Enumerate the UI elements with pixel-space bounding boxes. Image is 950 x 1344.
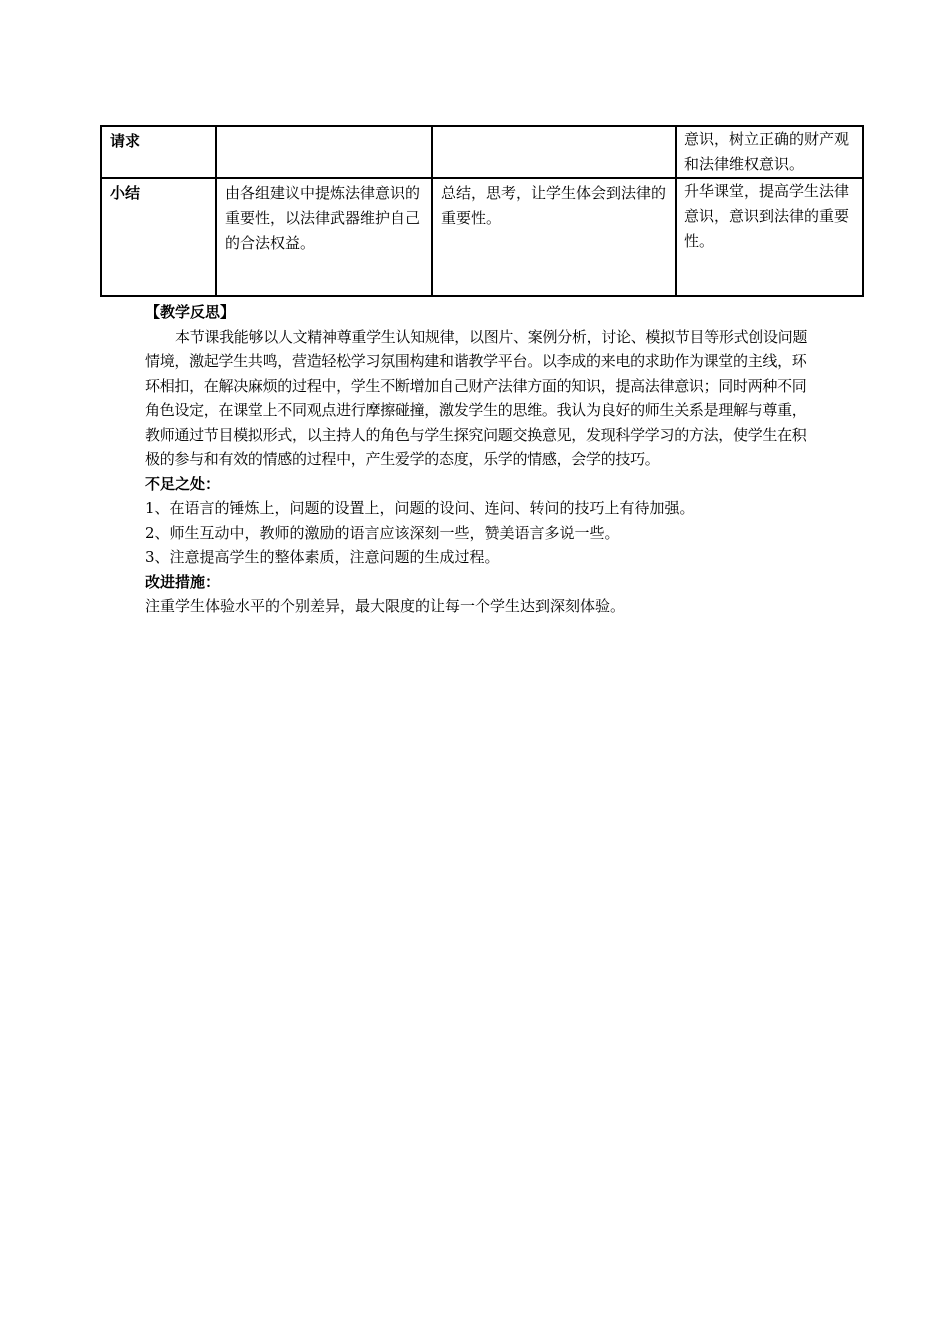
lesson-plan-table (100, 125, 864, 297)
table-row (101, 178, 863, 296)
teacher-activity-cell: 由各组建议中提炼法律意识的重要性，以法律武器维护自己的合法权益。 (216, 178, 432, 296)
reflection-body: 本节课我能够以人文精神尊重学生认知规律，以图片、案例分析，讨论、模拟节目等形式创设问题情境，激起学生共鸣，营造轻松学习氛围构建和谐教学平台。以李成的来电的求助作为课堂的主线，环环相扣，在解决麻烦的过程中，学生不断增加自己财产法律方面的知识，提高法律意识；同时两种不同角色设定，在课堂上不同观点进行摩擦碰撞，激发学生的思维。我认为良好的师生关系是理解与尊重，教师通过节目模拟形式，以主持人的角色与学生探究问题交换意见，发现科学学习的方法，使学生在积极的参与和有效的情感的过程中，产生爱学的态度，乐学的情感，会学的技巧。 (145, 327, 808, 468)
teacher-activity-cell (216, 126, 432, 178)
shortcoming-item: 2、师生互动中，教师的激励的语言应该深刻一些，赞美语言多说一些。 (145, 523, 620, 542)
row-label: 请求 (101, 126, 216, 178)
reflection-title: 【教学反思】 (145, 303, 236, 321)
row-label: 小结 (101, 178, 216, 296)
student-activity-cell: 总结，思考，让学生体会到法律的重要性。 (432, 178, 676, 296)
shortcoming-item: 3、注意提高学生的整体素质，注意问题的生成过程。 (145, 548, 500, 566)
improvements-text: 注重学生体验水平的个别差异，最大限度的让每一个学生达到深刻体验。 (145, 597, 626, 615)
reflection-section (145, 300, 815, 619)
design-intent-cell: 意识，树立正确的财产观和法律维权意识。 (676, 126, 863, 178)
shortcoming-item: 1、在语言的锤炼上，问题的设置上，问题的设问、连问、转问的技巧上有待加强。 (145, 499, 695, 517)
shortcomings-title: 不足之处： (145, 474, 221, 493)
improvements-title: 改进措施： (145, 572, 221, 591)
table-row (101, 126, 863, 178)
student-activity-cell (432, 126, 676, 178)
design-intent-cell: 升华课堂，提高学生法律意识，意识到法律的重要性。 (676, 178, 863, 296)
